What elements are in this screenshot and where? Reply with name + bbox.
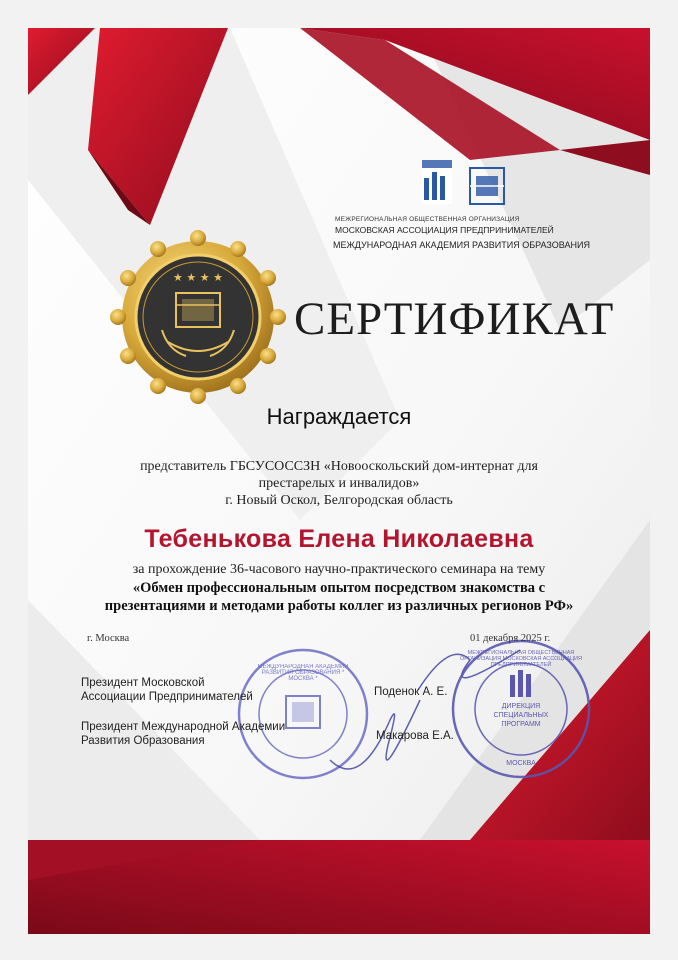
city: г. Москва <box>87 633 130 644</box>
stamp-dsp-bottom: МОСКВА <box>506 760 536 767</box>
logo-mokpm <box>422 160 452 204</box>
representative-line-2: престарелых и инвалидов» <box>258 476 420 491</box>
signatory-2-name: Макарова Е.А. <box>376 730 454 742</box>
course-line: за прохождение 36-часового научно-практического семинара на тему <box>132 562 546 577</box>
org-line-1: МЕЖРЕГИОНАЛЬНАЯ ОБЩЕСТВЕННАЯ ОРГАНИЗАЦИЯ <box>335 216 520 223</box>
signatory-2-title-line-1: Президент Международной Академии <box>81 721 286 733</box>
representative-line-1: представитель ГБСУСОССЗН «Новооскольский дом-интернат для <box>140 459 538 474</box>
recipient-name: Тебенькова Елена Николаевна <box>144 525 534 553</box>
signatory-1-title-line-2: Ассоциации Предпринимателей <box>81 691 253 703</box>
topic-line-2: презентациями и методами работы коллег из различных регионов РФ» <box>104 598 574 614</box>
signatory-2-title <box>81 720 285 748</box>
stamp-dsp-center-1: ДИРЕКЦИЯ <box>501 703 541 710</box>
awarded-label: Награждается <box>266 404 412 429</box>
topic-line-1: «Обмен профессиональным опытом посредством знакомства с <box>132 580 546 596</box>
org-line-3: МЕЖДУНАРОДНАЯ АКАДЕМИЯ РАЗВИТИЯ ОБРАЗОВАНИЯ <box>333 240 590 250</box>
org-line-2: МОСКОВСКАЯ АССОЦИАЦИЯ ПРЕДПРИНИМАТЕЛЕЙ <box>335 225 554 235</box>
issue-date: 01 декабря 2025 г. <box>470 633 551 644</box>
svg-text:★ ★ ★ ★: ★ ★ ★ ★ <box>173 271 223 284</box>
representative-line-3: г. Новый Оскол, Белгородская область <box>225 493 453 508</box>
stamp-academy-text: МЕЖДУНАРОДНАЯ АКАДЕМИЯ РАЗВИТИЯ ОБРАЗОВАНИЯ * МОСКВА * <box>257 664 349 682</box>
stamp-dsp-ring-text: МЕЖРЕГИОНАЛЬНАЯ ОБЩЕСТВЕННАЯ ОРГАНИЗАЦИЯ МОСКОВСКАЯ АССОЦИАЦИЯ ПРЕДПРИНИМАТЕЛЕЙ <box>459 650 583 668</box>
stamp-dsp-center-3: ПРОГРАММ <box>501 721 541 728</box>
certificate-title: СЕРТИФИКАТ <box>294 293 615 345</box>
signatory-1-title-line-1: Президент Московской <box>81 677 205 689</box>
signatory-2-title-line-2: Развития Образования <box>81 735 205 747</box>
topic-block <box>40 579 638 615</box>
signatory-1-name: Поденок А. Е. <box>374 686 448 698</box>
signatory-1-title <box>81 676 253 704</box>
representative-block <box>100 458 578 509</box>
stamp-dsp-center-2: СПЕЦИАЛЬНЫХ <box>493 712 549 719</box>
